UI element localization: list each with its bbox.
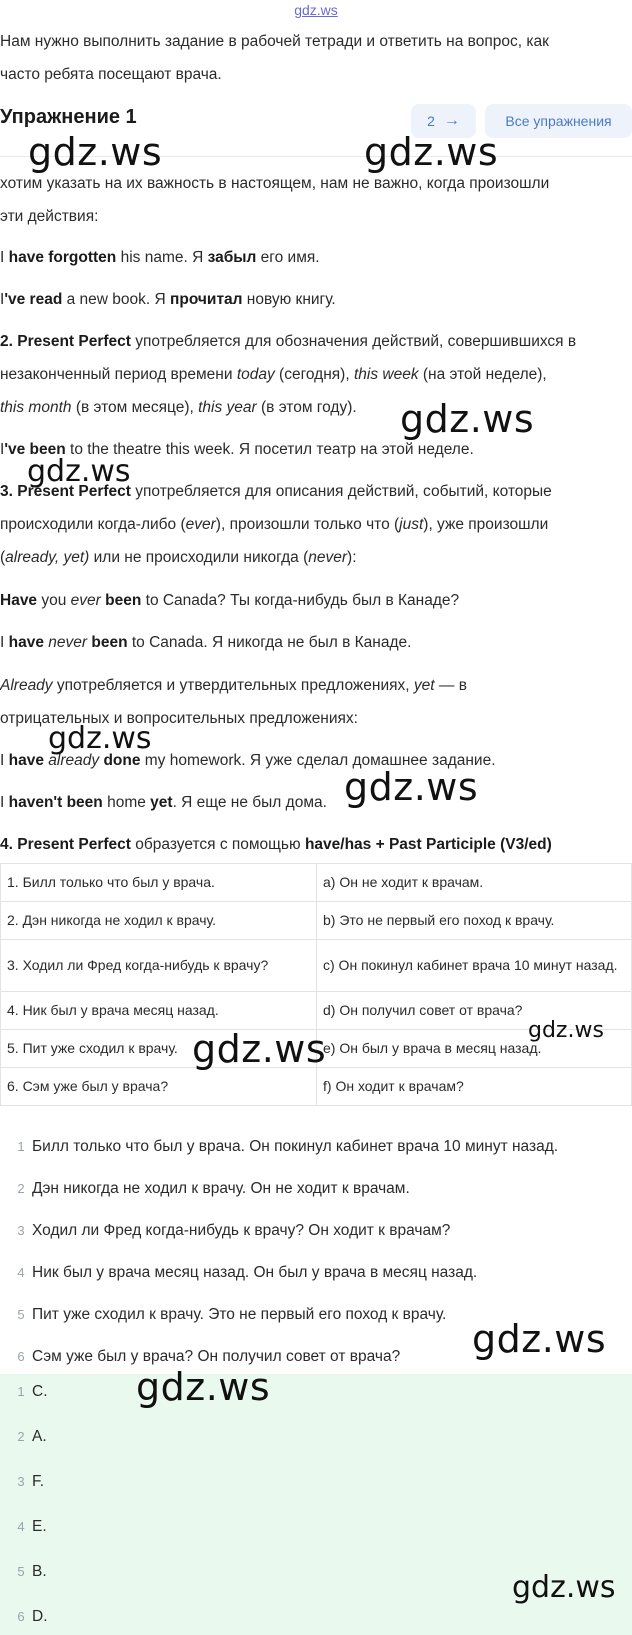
answer-number: 1 [17,1139,25,1154]
table-cell-left: 5. Пит уже сходил к врачу. [1,1030,317,1068]
answer-item [0,1171,632,1207]
rule-3-line-2: происходили когда-либо (ever), произошли только что (just), уже произошли [0,516,549,533]
rule-4-line-2: отрицательных и вопросительных предложениях: [0,710,358,727]
table-cell-right: a) Он не ходит к врачам. [317,864,632,902]
watermark: gdz.ws [400,397,535,441]
intro-line-2: часто ребята посещают врача. [0,66,222,83]
answer-number: 2 [17,1181,25,1196]
rule-3-line-1: 3. Present Perfect употребляется для описания действий, событий, которые [0,483,552,500]
all-exercises-button[interactable]: Все упражнения [485,104,632,138]
watermark: gdz.ws [136,1365,271,1409]
watermark: gdz.ws [28,130,163,174]
rule-2-line-3: this month (в этом месяце), this year (в этом году). [0,399,357,416]
watermark: gdz.ws [344,765,479,809]
answer-text: Ник был у врача месяц назад. Он был у врача в месяц назад. [32,1264,478,1281]
watermark: gdz.ws [528,1018,604,1043]
table-cell-right: d) Он получил совет от врача? [317,992,632,1030]
answer-key-letter: B. [32,1563,47,1580]
table-cell-left: 3. Ходил ли Фред когда-нибудь к врачу? [1,940,317,992]
answer-number: 3 [17,1223,25,1238]
exercise-title: Упражнение 1 [0,106,137,128]
example-7: I haven't been home yet. Я еще не был дома. [0,794,327,811]
arrow-right-icon: → [443,112,460,129]
answer-key-number: 3 [17,1474,25,1489]
table-cell-right: b) Это не первый его поход к врачу. [317,902,632,940]
rule-5: 4. Present Perfect образуется с помощью have/has + Past Participle (V3/ed) [0,836,552,853]
site-watermark-top[interactable]: gdz.ws [294,2,338,18]
answer-text: Ходил ли Фред когда-нибудь к врачу? Он ходит к врачам? [32,1222,451,1239]
rule-2-line-2: незаконченный период времени today (сегодня), this week (на этой неделе), [0,366,547,383]
answer-text: Билл только что был у врача. Он покинул кабинет врача 10 минут назад. [32,1138,559,1155]
answer-key-letter: C. [32,1383,48,1400]
table-cell-left: 6. Сэм уже был у врача? [1,1068,317,1106]
answer-key-number: 6 [17,1609,25,1624]
answer-key-letter: F. [32,1473,45,1490]
answer-number: 6 [17,1349,25,1364]
answer-number: 4 [17,1265,25,1280]
answer-key-item [0,1374,632,1410]
watermark: gdz.ws [48,721,152,756]
answer-key-item [0,1419,632,1455]
answer-text: Сэм уже был у врача? Он получил совет от врача? [32,1348,401,1365]
watermark: gdz.ws [27,454,131,489]
answer-item [0,1255,632,1291]
table-row [1,864,632,902]
watermark: gdz.ws [512,1570,616,1605]
answer-key-number: 5 [17,1564,25,1579]
rule-4-line-1: Already употребляется и утвердительных предложениях, yet — в [0,677,467,694]
table-cell-right: f) Он ходит к врачам? [317,1068,632,1106]
watermark: gdz.ws [472,1317,607,1361]
answer-number: 5 [17,1307,25,1322]
example-1: I have forgotten his name. Я забыл его имя. [0,249,320,266]
answer-key-letter: D. [32,1608,48,1625]
rule-1-line-1: хотим указать на их важность в настоящем, нам не важно, когда произошли [0,175,550,192]
answer-text: Дэн никогда не ходил к врачу. Он не ходит к врачам. [32,1180,410,1197]
rule-3-line-3: (already, yet) или не происходили никогда (never): [0,549,357,566]
example-4: Have you ever been to Canada? Ты когда-нибудь был в Канаде? [0,592,460,609]
rule-2-line-1: 2. Present Perfect употребляется для обозначения действий, совершившихся в [0,333,577,350]
next-exercise-label: 2 [427,113,435,129]
answer-item [0,1213,632,1249]
answer-key-number: 4 [17,1519,25,1534]
intro-line-1: Нам нужно выполнить задание в рабочей тетради и ответить на вопрос, как [0,33,549,50]
table-cell-right: c) Он покинул кабинет врача 10 минут назад. [317,940,632,992]
table-row [1,940,632,992]
example-6: I have already done my homework. Я уже сделал домашнее задание. [0,752,496,769]
answer-key-letter: E. [32,1518,47,1535]
table-cell-right: e) Он был у врача в месяц назад. [317,1030,632,1068]
rule-1-line-2: эти действия: [0,208,99,225]
table-row [1,902,632,940]
example-3: I've been to the theatre this week. Я посетил театр на этой неделе. [0,441,474,458]
answer-key-item [0,1464,632,1500]
answer-item [0,1129,632,1165]
answer-key-item [0,1509,632,1545]
table-cell-left: 1. Билл только что был у врача. [1,864,317,902]
watermark: gdz.ws [364,130,499,174]
answer-key-number: 1 [17,1384,25,1399]
example-2: I've read a new book. Я прочитал новую книгу. [0,291,336,308]
table-cell-left: 4. Ник был у врача месяц назад. [1,992,317,1030]
watermark: gdz.ws [192,1027,327,1071]
answer-key-number: 2 [17,1429,25,1444]
example-5: I have never been to Canada. Я никогда не был в Канаде. [0,634,412,651]
answer-key-letter: A. [32,1428,47,1445]
answer-text: Пит уже сходил к врачу. Это не первый его поход к врачу. [32,1306,447,1323]
table-cell-left: 2. Дэн никогда не ходил к врачу. [1,902,317,940]
table-row [1,1068,632,1106]
